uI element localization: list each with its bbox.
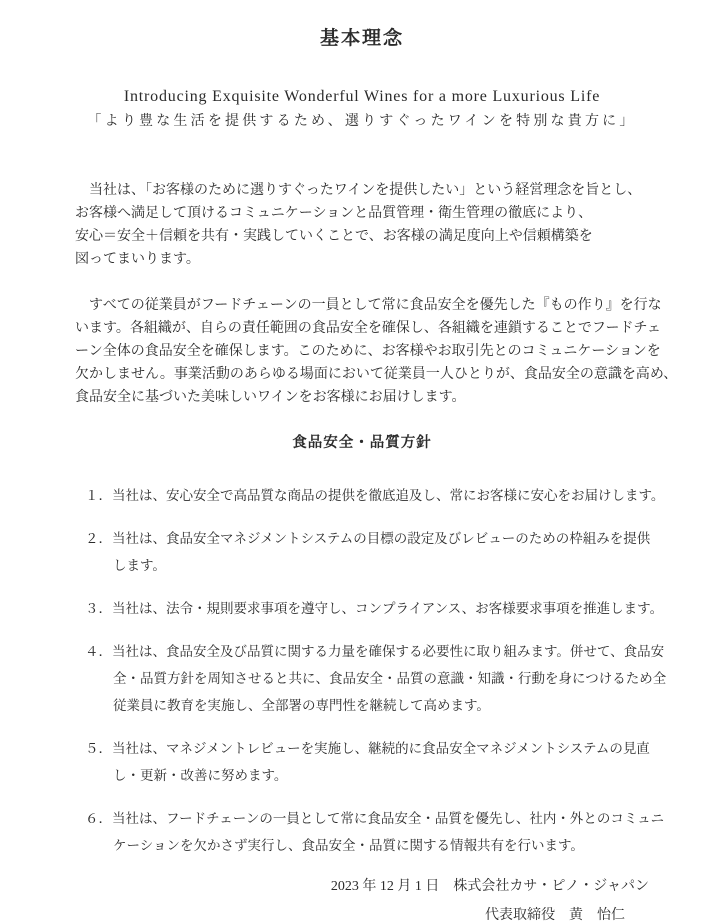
policy-item-5 (75, 735, 649, 789)
paragraph-line: 図ってまいります。 (75, 252, 200, 267)
page-title: 基本理念 (319, 28, 404, 49)
paragraph-line: 当社は、「お客様のために選りすぐったワインを提供したい」という経営理念を旨とし、 (75, 183, 642, 198)
policy-list (75, 482, 667, 859)
subtitle-english: Introducing Exquisite Wonderful Wines for a more Luxurious Life (123, 88, 601, 105)
footer-signatory: 代表取締役 黄 怡仁 (485, 908, 625, 923)
subtitle-japanese: 「より豊な生活を提供するため、選りすぐったワインを特別な貴方に」 (87, 114, 637, 129)
paragraph-line: 安心＝安全＋信頼を共有・実践していくことで、お客様の満足度向上や信頼構築を (75, 229, 593, 244)
paragraph-line: 食品安全に基づいた美味しいワインをお客様にお届けします。 (75, 390, 466, 405)
policy-item-1 (75, 482, 665, 509)
intro-paragraph-2 (75, 294, 678, 409)
policy-item-line: ６．当社は、フードチェーンの一員として常に食品安全・品質を優先し、社内・外とのコミュニ (85, 811, 665, 826)
paragraph-line: 欠かしません。事業活動のあらゆる場面において従業員一人ひとりが、食品安全の意識を高め、 (75, 367, 678, 382)
policy-item-3 (75, 595, 664, 622)
policy-item-line: ４．当社は、食品安全及び品質に関する力量を確保する必要性に取り組みます。併せて、食品安 (85, 644, 665, 659)
policy-item-line: 全・品質方針を周知させると共に、食品安全・品質の意識・知識・行動を身につけるため全 (113, 671, 667, 686)
policy-item-line: ３．当社は、法令・規則要求事項を遵守し、コンプライアンス、お客様要求事項を推進します。 (85, 601, 664, 616)
policy-item-4 (75, 638, 667, 719)
paragraph-line: お客様へ満足して頂けるコミュニケーションと品質管理・衛生管理の徹底により、 (75, 206, 593, 221)
policy-item-line: ２．当社は、食品安全マネジメントシステムの目標の設定及びレビューのための枠組みを提供 (85, 531, 651, 546)
policy-item-line: します。 (113, 558, 166, 573)
policy-item-2 (75, 525, 649, 579)
policy-item-line: １．当社は、安心安全で高品質な商品の提供を徹底追及し、常にお客様に安心をお届けします。 (85, 488, 665, 503)
paragraph-line: すべての従業員がフードチェーンの一員として常に食品安全を優先した『もの作り』を行な (75, 298, 662, 313)
paragraph-line: います。各組織が、自らの責任範囲の食品安全を確保し、各組織を連鎖することでフードチェ (75, 321, 662, 336)
footer-date-company: 2023 年 12 月 1 日 株式会社カサ・ピノ・ジャパン (330, 879, 649, 894)
document-footer (75, 875, 649, 923)
policy-item-line: ケーションを欠かさず実行し、食品安全・品質に関する情報共有を行います。 (113, 838, 584, 853)
policy-item-line: ５．当社は、マネジメントレビューを実施し、継続的に食品安全マネジメントシステムの見直 (85, 741, 650, 756)
paragraph-line: ーン全体の食品安全を確保します。このために、お客様やお取引先とのコミュニケーションを (75, 344, 661, 359)
policy-item-line: 従業員に教育を実施し、全部署の専門性を継続して高めます。 (113, 698, 490, 713)
policy-item-line: し・更新・改善に努めます。 (113, 768, 288, 783)
intro-paragraph-1 (75, 179, 649, 271)
section-heading-food-safety-quality-policy: 食品安全・品質方針 (292, 435, 432, 451)
policy-item-6 (75, 805, 665, 859)
